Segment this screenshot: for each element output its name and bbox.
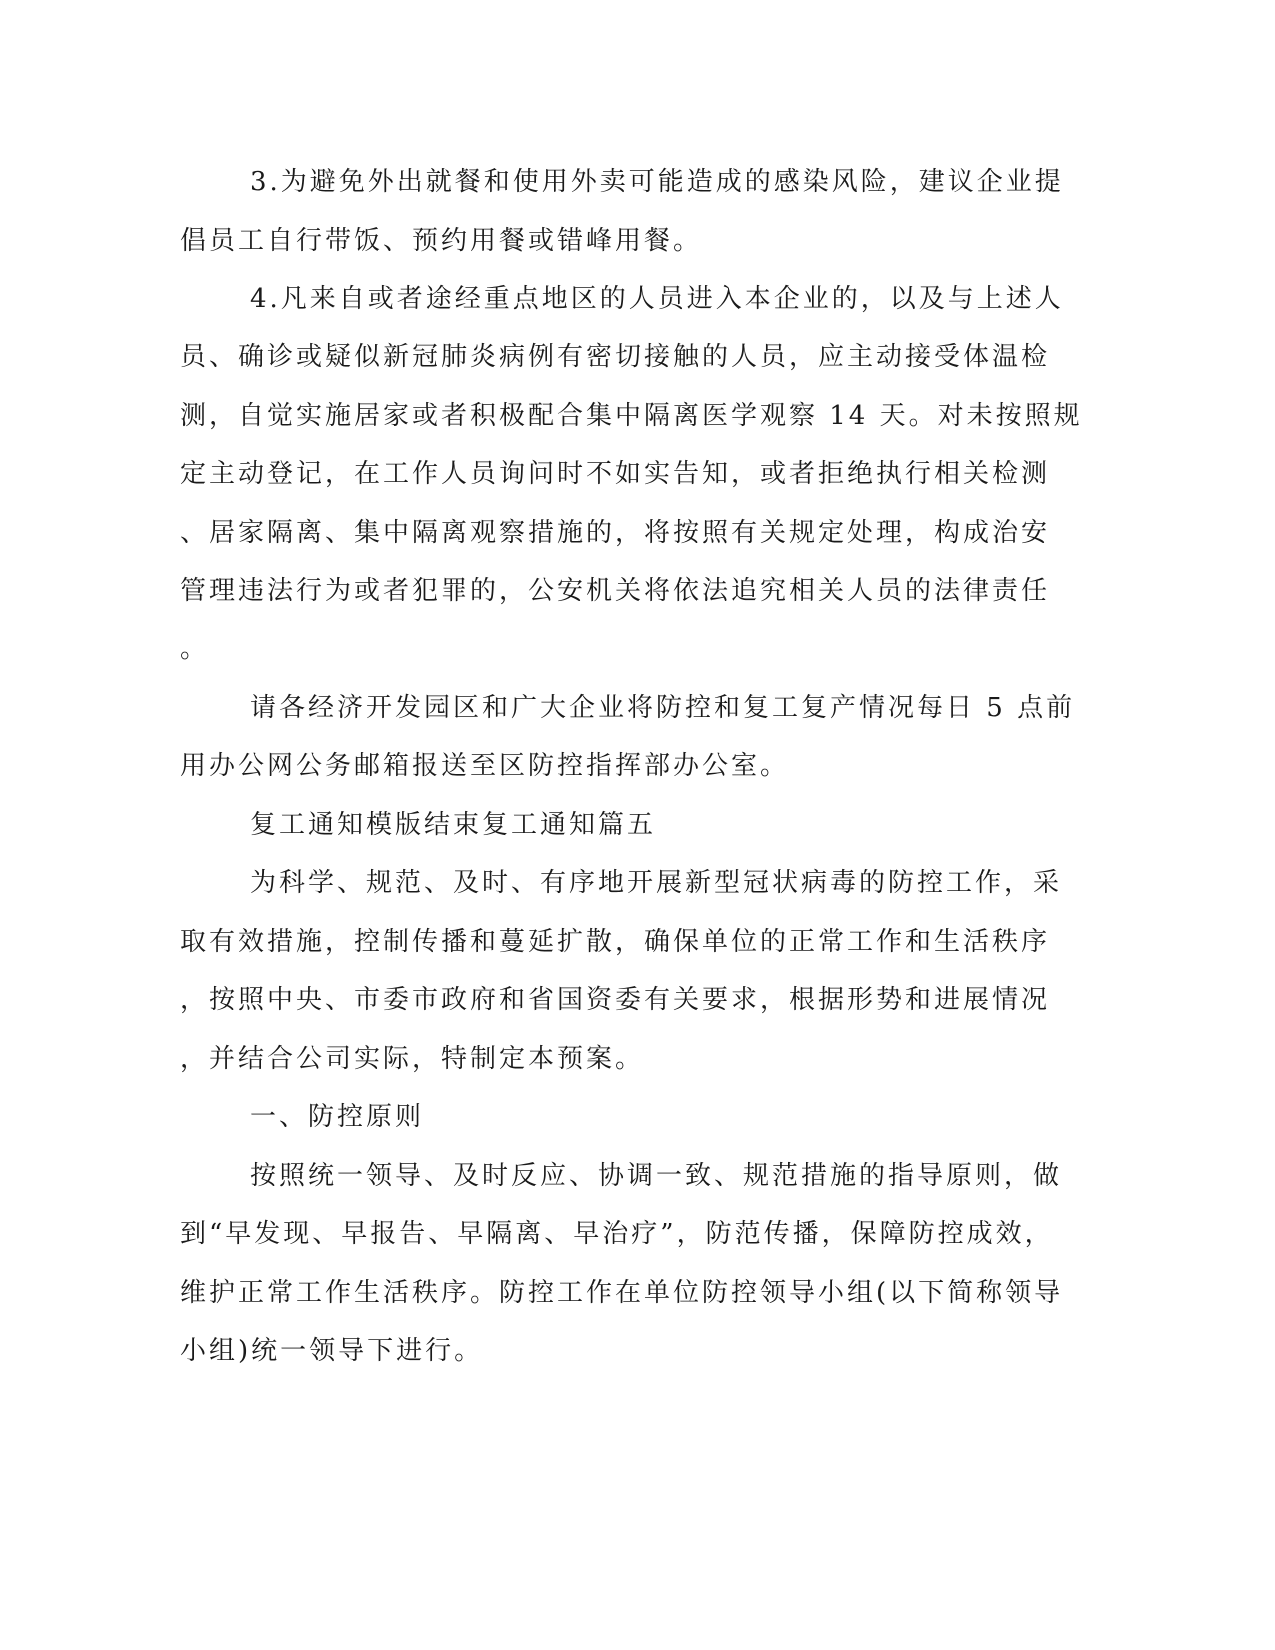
text-line: 。 [180, 634, 210, 664]
text-line: ，并结合公司实际，特制定本预案。 [180, 1044, 645, 1074]
text-line: 维护正常工作生活秩序。防控工作在单位防控领导小组(以下简称领导 [180, 1278, 1064, 1308]
text-line: 取有效措施，控制传播和蔓延扩散，确保单位的正常工作和生活秩序 [180, 927, 1051, 957]
text-line: 、居家隔离、集中隔离观察措施的，将按照有关规定处理，构成治安 [180, 518, 1051, 548]
text-line: 员、确诊或疑似新冠肺炎病例有密切接触的人员，应主动接受体温检 [180, 342, 1051, 372]
section-heading: 复工通知模版结束复工通知篇五 [250, 810, 657, 840]
section-heading: 一、防控原则 [250, 1102, 425, 1132]
text-line: 用办公网公务邮箱报送至区防控指挥部办公室。 [180, 751, 790, 781]
text-line: 请各经济开发园区和广大企业将防控和复工复产情况每日 5 点前 [250, 693, 1076, 723]
text-line: 管理违法行为或者犯罪的，公安机关将依法追究相关人员的法律责任 [180, 576, 1051, 606]
text-line: ，按照中央、市委市政府和省国资委有关要求，根据形势和进展情况 [180, 985, 1051, 1015]
text-line: 按照统一领导、及时反应、协调一致、规范措施的指导原则，做 [250, 1161, 1063, 1191]
text-line: 小组)统一领导下进行。 [180, 1336, 484, 1366]
text-line: 测，自觉实施居家或者积极配合集中隔离医学观察 14 天。对未按照规 [180, 401, 1083, 431]
text-line: 3.为避免外出就餐和使用外卖可能造成的感染风险，建议企业提 [250, 167, 1064, 197]
text-line: 4.凡来自或者途经重点地区的人员进入本企业的，以及与上述人 [250, 284, 1064, 314]
text-line: 为科学、规范、及时、有序地开展新型冠状病毒的防控工作，采 [250, 868, 1063, 898]
text-line: 定主动登记，在工作人员询问时不如实告知，或者拒绝执行相关检测 [180, 459, 1051, 489]
text-line: 到“早发现、早报告、早隔离、早治疗”，防范传播，保障防控成效， [180, 1219, 1054, 1249]
text-line: 倡员工自行带饭、预约用餐或错峰用餐。 [180, 226, 703, 256]
